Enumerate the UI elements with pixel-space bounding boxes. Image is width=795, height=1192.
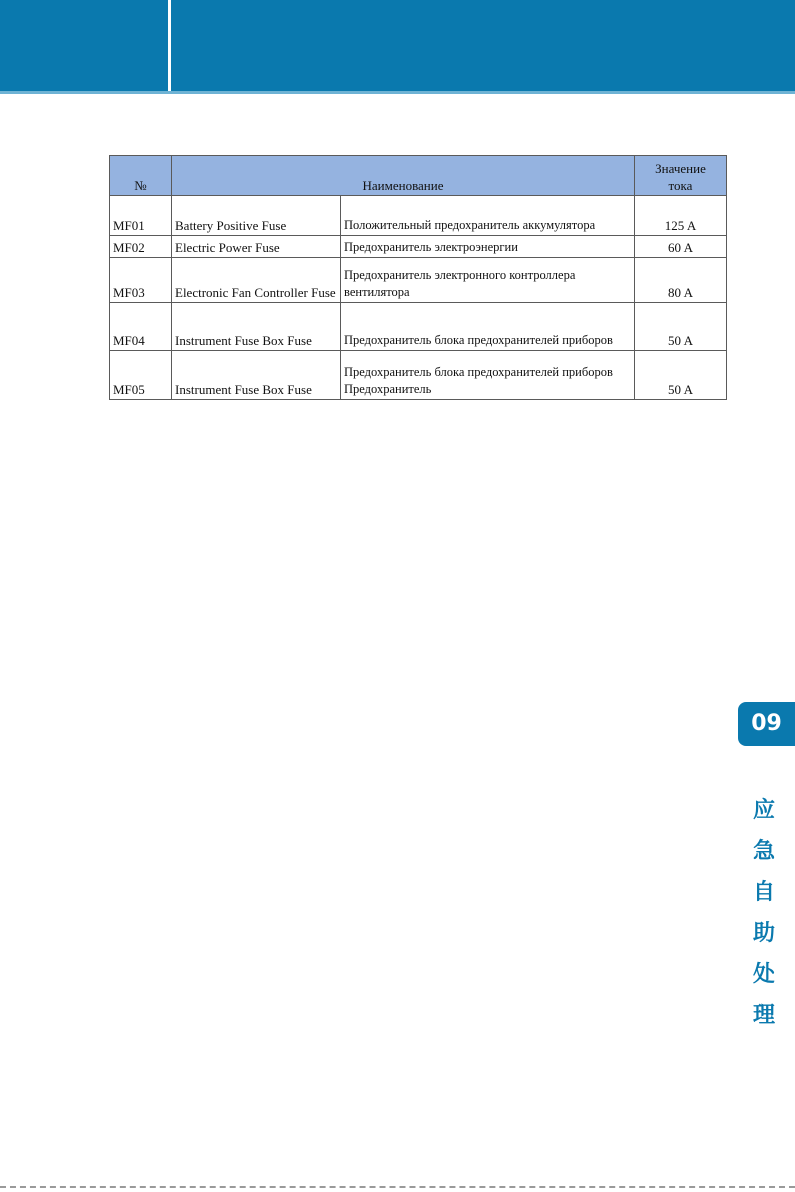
fuse-code: MF04 [110, 303, 172, 351]
chapter-title-char: 理 [752, 1003, 775, 1028]
header-divider [168, 0, 171, 91]
fuse-name-en: Instrument Fuse Box Fuse [172, 351, 341, 400]
chapter-title-char: 处 [752, 962, 775, 987]
fuse-table [109, 155, 727, 400]
chapter-number-tab: 09 [738, 702, 795, 746]
fuse-name-en: Electronic Fan Controller Fuse [172, 258, 341, 303]
table-row [110, 258, 727, 303]
header-number: № [110, 156, 172, 196]
fuse-name-en: Battery Positive Fuse [172, 196, 341, 236]
header-name: Наименование [172, 156, 635, 196]
page-bottom-rule [0, 1186, 795, 1188]
table-row [110, 303, 727, 351]
header-current-line1: Значение [655, 161, 706, 176]
table-header-row [110, 156, 727, 196]
fuse-current: 80 A [635, 258, 727, 303]
fuse-name-ru: Предохранитель электроэнергии [341, 236, 635, 258]
header-bar [0, 0, 795, 91]
table-row [110, 351, 727, 400]
chapter-title [744, 790, 784, 1036]
fuse-code: MF05 [110, 351, 172, 400]
fuse-current: 50 A [635, 351, 727, 400]
fuse-current: 60 A [635, 236, 727, 258]
fuse-name-ru: Предохранитель блока предохранителей приборов Предохранитель [341, 351, 635, 400]
table-row [110, 196, 727, 236]
header-rule [0, 91, 795, 94]
header-current-line2: тока [668, 178, 693, 193]
chapter-title-char: 自 [752, 880, 775, 905]
table-row [110, 236, 727, 258]
fuse-current: 50 A [635, 303, 727, 351]
fuse-name-ru: Предохранитель блока предохранителей приборов [341, 303, 635, 351]
header-current [635, 156, 727, 196]
chapter-title-char: 急 [752, 839, 775, 864]
fuse-code: MF03 [110, 258, 172, 303]
fuse-name-ru: Положительный предохранитель аккумулятора [341, 196, 635, 236]
fuse-code: MF02 [110, 236, 172, 258]
chapter-title-char: 应 [752, 798, 775, 823]
fuse-code: MF01 [110, 196, 172, 236]
chapter-title-char: 助 [752, 921, 775, 946]
fuse-name-ru: Предохранитель электронного контроллера вентилятора [341, 258, 635, 303]
fuse-current: 125 A [635, 196, 727, 236]
fuse-name-en: Instrument Fuse Box Fuse [172, 303, 341, 351]
fuse-name-en: Electric Power Fuse [172, 236, 341, 258]
